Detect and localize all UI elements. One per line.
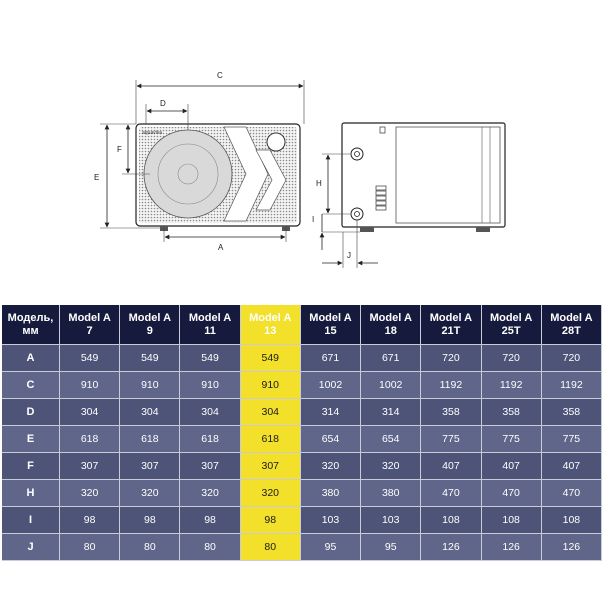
table-cell: 314 xyxy=(301,399,361,426)
header-model-number: 13 xyxy=(264,324,277,337)
header-model-21t xyxy=(421,305,481,345)
row-label: H xyxy=(2,480,60,507)
table-cell: 1192 xyxy=(421,372,481,399)
table-cell: 775 xyxy=(542,426,602,453)
table-cell: 320 xyxy=(361,453,421,480)
table-cell: 470 xyxy=(482,480,542,507)
header-model-name: Model A xyxy=(128,311,172,324)
table-cell: 95 xyxy=(301,534,361,561)
table-row xyxy=(2,399,602,426)
table-cell: 98 xyxy=(60,507,120,534)
table-cell: 1002 xyxy=(361,372,421,399)
table-cell: 549 xyxy=(180,345,240,372)
side-unit-body xyxy=(342,123,505,227)
header-model-number: 15 xyxy=(324,324,337,337)
cable-gland-stack xyxy=(376,186,386,210)
header-model-number: 21T xyxy=(441,324,461,337)
table-cell: 549 xyxy=(241,345,301,372)
table-cell: 407 xyxy=(482,453,542,480)
table-cell: 358 xyxy=(482,399,542,426)
table-cell: 80 xyxy=(241,534,301,561)
table-cell: 307 xyxy=(241,453,301,480)
header-model-28t xyxy=(542,305,602,345)
table-cell: 95 xyxy=(361,534,421,561)
row-label: J xyxy=(2,534,60,561)
table-cell: 358 xyxy=(421,399,481,426)
table-row xyxy=(2,480,602,507)
row-label: D xyxy=(2,399,60,426)
header-model-name: Model A xyxy=(249,311,292,324)
table-cell: 380 xyxy=(301,480,361,507)
table-cell: 108 xyxy=(482,507,542,534)
table-row xyxy=(2,534,602,561)
table-cell: 910 xyxy=(241,372,301,399)
header-model-18 xyxy=(361,305,421,345)
dimension-e-label: E xyxy=(94,173,100,182)
table-cell: 320 xyxy=(241,480,301,507)
table-cell: 1192 xyxy=(542,372,602,399)
table-cell: 98 xyxy=(120,507,180,534)
water-outlet xyxy=(351,148,363,160)
table-cell: 126 xyxy=(482,534,542,561)
table-row xyxy=(2,426,602,453)
table-cell: 618 xyxy=(241,426,301,453)
dimension-j-label: J xyxy=(347,251,351,260)
dimension-a-label: A xyxy=(218,243,224,252)
table-row xyxy=(2,345,602,372)
table-cell: 775 xyxy=(421,426,481,453)
table-cell: 307 xyxy=(60,453,120,480)
display-circle xyxy=(267,133,285,151)
header-model-number: 25T xyxy=(501,324,521,337)
front-view xyxy=(94,71,304,252)
table-cell: 720 xyxy=(421,345,481,372)
header-model-25t xyxy=(482,305,542,345)
water-inlet xyxy=(351,208,363,220)
table-cell: 1002 xyxy=(301,372,361,399)
table-cell: 98 xyxy=(241,507,301,534)
table-row xyxy=(2,372,602,399)
table-cell: 103 xyxy=(361,507,421,534)
header-model-11 xyxy=(180,305,240,345)
table-header-row xyxy=(2,305,602,345)
header-model-mm: Модель, мм xyxy=(2,305,60,345)
table-cell: 304 xyxy=(180,399,240,426)
fan-guard xyxy=(144,130,232,218)
header-model-name: Model A xyxy=(188,311,232,324)
table-cell: 320 xyxy=(301,453,361,480)
table-cell: 80 xyxy=(180,534,240,561)
table-cell: 549 xyxy=(60,345,120,372)
table-cell: 80 xyxy=(120,534,180,561)
table-body xyxy=(2,345,602,561)
dimensions-table xyxy=(2,305,602,561)
table-cell: 126 xyxy=(542,534,602,561)
table-cell: 720 xyxy=(542,345,602,372)
row-label: A xyxy=(2,345,60,372)
brand-label: aquaviva xyxy=(142,130,163,136)
table-cell: 98 xyxy=(180,507,240,534)
table-cell: 470 xyxy=(421,480,481,507)
table-cell: 320 xyxy=(60,480,120,507)
header-model-number: 9 xyxy=(146,324,153,337)
side-view xyxy=(312,123,505,268)
row-label: C xyxy=(2,372,60,399)
table-cell: 320 xyxy=(120,480,180,507)
table-cell: 126 xyxy=(421,534,481,561)
table-cell: 314 xyxy=(361,399,421,426)
table-cell: 320 xyxy=(180,480,240,507)
header-model-number: 11 xyxy=(204,324,216,337)
table-cell: 618 xyxy=(60,426,120,453)
table-row xyxy=(2,453,602,480)
header-model-number: 28T xyxy=(561,324,581,337)
table-cell: 307 xyxy=(120,453,180,480)
table-cell: 775 xyxy=(482,426,542,453)
table-cell: 910 xyxy=(120,372,180,399)
table-cell: 618 xyxy=(120,426,180,453)
header-model-13 xyxy=(241,305,301,345)
table-row xyxy=(2,507,602,534)
table-cell: 407 xyxy=(421,453,481,480)
row-label: I xyxy=(2,507,60,534)
header-model-name: Model A xyxy=(68,311,111,324)
table-cell: 304 xyxy=(120,399,180,426)
dimension-i-label: I xyxy=(312,215,315,224)
header-model-name: Model A xyxy=(429,311,473,324)
table-cell: 307 xyxy=(180,453,240,480)
table-cell: 407 xyxy=(542,453,602,480)
dimension-h-label: H xyxy=(316,179,322,188)
row-label: E xyxy=(2,426,60,453)
header-model-9 xyxy=(120,305,180,345)
row-label: F xyxy=(2,453,60,480)
header-model-name: Model A xyxy=(369,311,412,324)
table-cell: 358 xyxy=(542,399,602,426)
dimension-d-label: D xyxy=(160,99,166,108)
table-cell: 910 xyxy=(60,372,120,399)
table-cell: 654 xyxy=(301,426,361,453)
dimension-drawing xyxy=(0,0,603,300)
table-cell: 720 xyxy=(482,345,542,372)
table-cell: 654 xyxy=(361,426,421,453)
table-cell: 549 xyxy=(120,345,180,372)
dimension-c-label: C xyxy=(217,71,223,80)
header-model-7 xyxy=(60,305,120,345)
dimension-f-label: F xyxy=(117,145,122,154)
table-cell: 380 xyxy=(361,480,421,507)
table-cell: 108 xyxy=(421,507,481,534)
header-model-name: Model A xyxy=(550,311,593,324)
table-cell: 910 xyxy=(180,372,240,399)
table-cell: 108 xyxy=(542,507,602,534)
header-model-name: Model A xyxy=(309,311,352,324)
table-cell: 671 xyxy=(301,345,361,372)
table-cell: 1192 xyxy=(482,372,542,399)
table-cell: 618 xyxy=(180,426,240,453)
table-cell: 304 xyxy=(60,399,120,426)
table-cell: 470 xyxy=(542,480,602,507)
table-cell: 304 xyxy=(241,399,301,426)
header-model-15 xyxy=(301,305,361,345)
table-cell: 671 xyxy=(361,345,421,372)
table-cell: 103 xyxy=(301,507,361,534)
table-cell: 80 xyxy=(60,534,120,561)
header-model-name: Model A xyxy=(489,311,533,324)
header-model-number: 18 xyxy=(384,324,397,337)
header-model-number: 7 xyxy=(86,324,93,337)
